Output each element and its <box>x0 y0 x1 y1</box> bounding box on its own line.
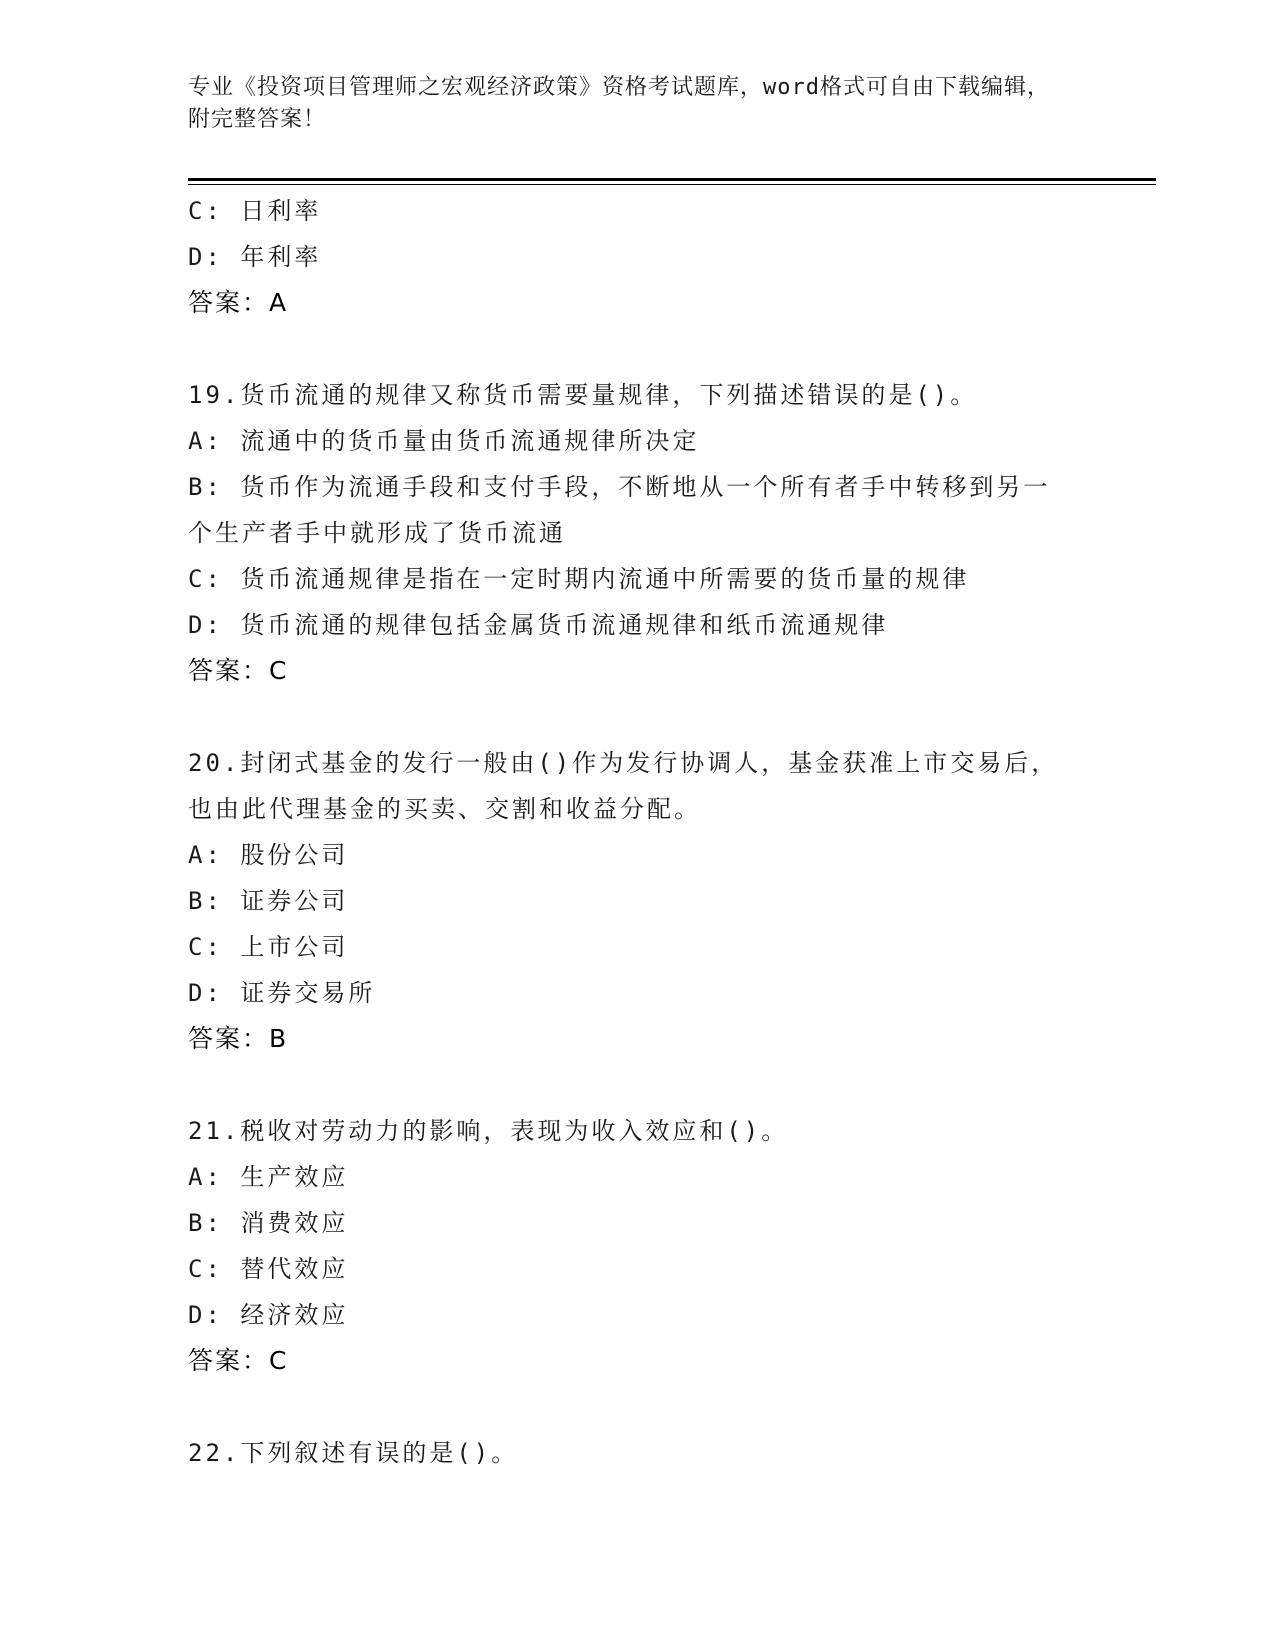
option-c: C: 上市公司 <box>188 933 349 961</box>
header-text: 专业《投资项目管理师之宏观经济政策》资格考试题库，word格式可自由下载编辑，附完整答案！ <box>188 75 1050 132</box>
option-a: A: 流通中的货币量由货币流通规律所决定 <box>188 427 700 455</box>
option-d: D: 证券交易所 <box>188 979 376 1007</box>
question-stem: 22.下列叙述有误的是()。 <box>188 1439 519 1467</box>
option-b: B: 货币作为流通手段和支付手段，不断地从一个所有者手中转移到另一个生产者手中就形成了货币流通 <box>188 473 1051 547</box>
option-c: C: 货币流通规律是指在一定时期内流通中所需要的货币量的规律 <box>188 565 970 593</box>
question-21 <box>188 1108 1068 1384</box>
option-a: A: 生产效应 <box>188 1163 349 1191</box>
option-c: C: 日利率 <box>188 197 322 225</box>
answer-line: 答案：B <box>188 1024 289 1053</box>
answer-line: 答案：A <box>188 288 289 317</box>
option-d: D: 年利率 <box>188 243 322 271</box>
option-a: A: 股份公司 <box>188 841 349 869</box>
answer-line: 答案：C <box>188 656 289 685</box>
spacer <box>188 1384 1068 1430</box>
option-d: D: 货币流通的规律包括金属货币流通规律和纸币流通规律 <box>188 611 889 639</box>
question-stem: 21.税收对劳动力的影响，表现为收入效应和()。 <box>188 1117 789 1145</box>
option-d: D: 经济效应 <box>188 1301 349 1329</box>
option-b: B: 消费效应 <box>188 1209 349 1237</box>
spacer <box>188 1062 1068 1108</box>
spacer <box>188 326 1068 372</box>
question-stem: 20.封闭式基金的发行一般由()作为发行协调人，基金获准上市交易后，也由此代理基金的买卖、交割和收益分配。 <box>188 749 1059 823</box>
header-divider-thin <box>188 184 1156 185</box>
question-19 <box>188 372 1068 694</box>
option-c: C: 替代效应 <box>188 1255 349 1283</box>
spacer <box>188 694 1068 740</box>
option-b: B: 证券公司 <box>188 887 349 915</box>
question-list <box>188 188 1068 1476</box>
answer-line: 答案：C <box>188 1346 289 1375</box>
document-header <box>188 72 1068 136</box>
question-20 <box>188 740 1068 1062</box>
header-divider-thick <box>188 178 1156 181</box>
question-22 <box>188 1430 1068 1476</box>
question-stem: 19.货币流通的规律又称货币需要量规律，下列描述错误的是()。 <box>188 381 978 409</box>
